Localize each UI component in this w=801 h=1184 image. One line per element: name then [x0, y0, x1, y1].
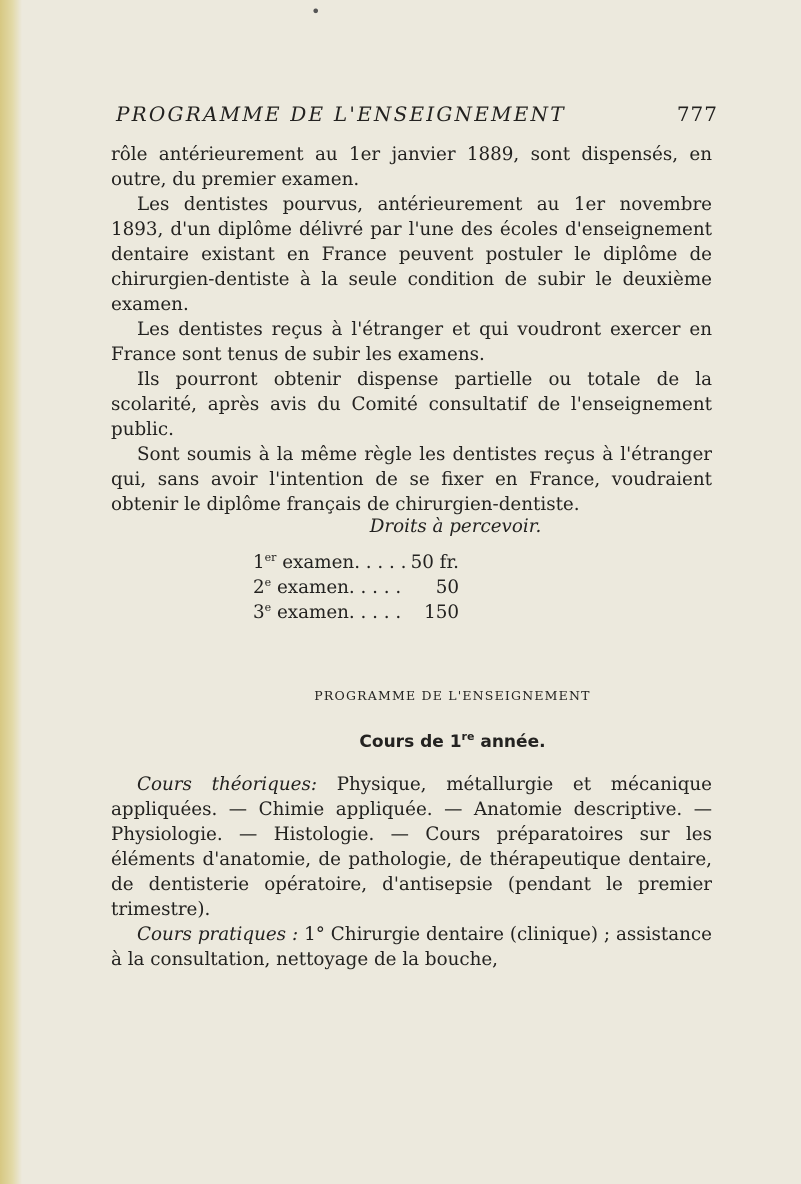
fee-amount: 50 — [435, 577, 459, 598]
fee-amount: 150 — [424, 602, 459, 623]
fees-table — [253, 550, 459, 625]
paragraph: rôle antérieurement au 1er janvier 1889, sont dispensés, en outre, du premier examen. — [111, 144, 712, 190]
fees-title: Droits à percevoir. — [369, 516, 542, 537]
body-text-top — [111, 142, 712, 517]
body-text-bottom — [111, 772, 712, 972]
paragraph-theory — [111, 772, 712, 922]
paragraph: Les dentistes reçus à l'étranger et qui voudront exercer en France sont tenus de subir les examens. — [111, 319, 712, 365]
fee-label: 2e examen. . . . . — [253, 576, 402, 598]
theory-text: Physique, métallurgie et mécanique appliquées. — Chimie appliquée. — Anatomie descriptive. — Physiologie. — Histologie. — Cours préparatoires sur les éléments d'anatomie, de pathologie, de thérapeutique dentaire, de dentisterie opératoire, d'antisepsie (pendant le premier trimestre). — [111, 774, 713, 920]
theory-label: Cours théoriques: — [137, 774, 317, 795]
practice-label: Cours pratiques : — [137, 924, 299, 945]
fee-row — [253, 575, 459, 600]
page-number: 777 — [676, 102, 718, 126]
course-title: Cours de 1re année. — [359, 730, 546, 752]
paragraph-practice — [111, 922, 712, 972]
fee-row — [253, 600, 459, 625]
paragraph: Sont soumis à la même règle les dentistes reçus à l'étranger qui, sans avoir l'intention de se fixer en France, voudraient obtenir le diplôme français de chirurgien-dentiste. — [111, 444, 712, 515]
running-head — [116, 102, 718, 126]
running-head-title: PROGRAMME DE L'ENSEIGNEMENT — [116, 102, 566, 126]
section-heading: PROGRAMME DE L'ENSEIGNEMENT — [314, 688, 591, 703]
practice-text: 1° Chirurgie dentaire (clinique) ; assistance à la consultation, nettoyage de la bouche, — [111, 924, 712, 970]
stray-mark: • — [311, 2, 321, 21]
paragraph: Ils pourront obtenir dispense partielle ou totale de la scolarité, après avis du Comité consultatif de l'enseignement public. — [111, 369, 712, 440]
fee-label: 3e examen. . . . . — [253, 601, 402, 623]
fee-row — [253, 550, 459, 575]
paragraph: Les dentistes pourvus, antérieurement au 1er novembre 1893, d'un diplôme délivré par l'une des écoles d'enseignement dentaire existant en France peuvent postuler le diplôme de chirurgien-dentiste à la seule condition de subir le deuxième examen. — [111, 194, 712, 315]
fee-amount: 50 fr. — [410, 552, 459, 573]
fee-label: 1er examen. . . . . — [253, 551, 407, 573]
